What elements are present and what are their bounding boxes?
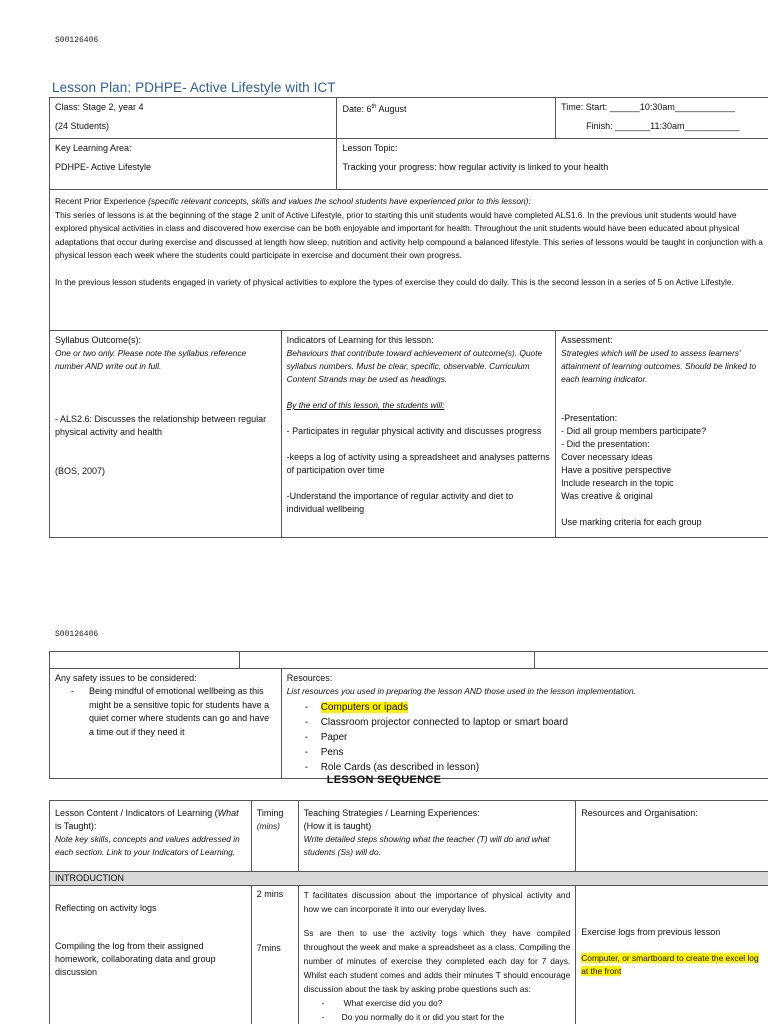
kla-value: PDHPE- Active Lifestyle xyxy=(55,162,152,172)
sequence-header-row xyxy=(50,801,768,872)
introduction-heading: INTRODUCTION xyxy=(50,872,768,886)
resources-list xyxy=(287,700,765,775)
date-value: Date: 6th August xyxy=(342,104,407,114)
timing-cell xyxy=(251,886,298,1024)
timing-2-mins: 2 mins xyxy=(256,889,284,899)
resource-item: - Paper xyxy=(287,730,765,745)
resource-item: - Role Cards (as described in lesson) xyxy=(287,760,765,775)
lesson-plan-table xyxy=(49,97,768,538)
document-id: S00126406 xyxy=(55,36,99,45)
indicator-2: -keeps a log of activity using a spreadsheet and analyses patterns of participation over time xyxy=(286,452,550,475)
resources-label: Resources: xyxy=(286,673,333,683)
blank-cell xyxy=(239,652,535,669)
assessment-cell xyxy=(556,331,768,538)
indicators-label: Indicators of Learning for this lesson: xyxy=(286,335,434,345)
outcome-reference: (BOS, 2007) xyxy=(55,466,106,476)
strategies-header xyxy=(298,801,576,872)
outcomes-cell xyxy=(50,331,282,538)
timing-header-label: Timing xyxy=(256,808,284,818)
assessment-item: Include research in the topic xyxy=(561,478,674,488)
safety-label: Any safety issues to be considered: xyxy=(55,673,197,683)
resources-org-cell xyxy=(576,886,768,1024)
indicator-1: - Participates in regular physical activity and discusses progress xyxy=(286,426,542,436)
assessment-hint: Strategies which will be used to assess learners' attainment of learning outcomes. Should be linked to each learning indicator. xyxy=(561,348,757,384)
strategy-discussion: T facilitates discussion about the importance of physical activity and how we can incorporate it into our everyday lives. xyxy=(303,890,571,914)
resources-hint: List resources you used in preparing the lesson AND those used in the lesson implementation. xyxy=(286,686,637,696)
outcomes-row xyxy=(50,331,768,538)
outcomes-label: Syllabus Outcome(s): xyxy=(55,335,142,345)
lesson-sequence-title: LESSON SEQUENCE xyxy=(326,774,442,786)
resources-cell xyxy=(281,669,768,779)
resource-item: - Computers or ipads xyxy=(287,700,765,715)
class-label: Class: Stage 2, year 4 xyxy=(55,102,144,112)
safety-resources-table xyxy=(49,651,768,779)
outcomes-hint: One or two only. Please note the syllabus reference number AND write out in full. xyxy=(55,348,247,371)
strategies-header-how: (How it is taught) xyxy=(303,821,372,831)
indicator-3: -Understand the importance of regular activity and diet to individual wellbeing xyxy=(286,491,514,514)
introduction-row xyxy=(50,872,768,886)
assessment-label: Assessment: xyxy=(561,335,613,345)
blank-cell xyxy=(535,652,768,669)
resources-org-header xyxy=(576,801,768,872)
safety-item: - Being mindful of emotional wellbeing as this might be a sensitive topic for students have a quiet corner where students can go and have a time out if they need it xyxy=(55,685,276,739)
class-row xyxy=(50,98,768,139)
timing-7-mins: 7mins xyxy=(256,943,281,953)
strategies-header-label: Teaching Strategies / Learning Experiences: xyxy=(303,808,480,818)
blank-cell xyxy=(50,652,240,669)
content-reflecting: Reflecting on activity logs xyxy=(55,903,157,913)
resource-item: - Classroom projector connected to laptop or smart board xyxy=(287,715,765,730)
indicators-lead: By the end of this lesson, the students will: xyxy=(286,400,445,410)
sequence-body-row xyxy=(50,886,768,1024)
safety-row xyxy=(50,669,768,779)
assessment-item: - Did the presentation: xyxy=(561,439,650,449)
content-cell xyxy=(50,886,252,1024)
kla-cell xyxy=(50,139,337,190)
assessment-item: Have a positive perspective xyxy=(561,465,672,475)
date-cell xyxy=(337,98,556,139)
probe-question: - Do you normally do it or did you start for the xyxy=(304,1010,571,1024)
content-header-label: Lesson Content / Indicators of Learning (What is Taught): xyxy=(55,808,239,831)
students-count: (24 Students) xyxy=(55,121,110,131)
assessment-item: Cover necessary ideas xyxy=(561,452,653,462)
indicators-cell xyxy=(281,331,556,538)
kla-label: Key Learning Area: xyxy=(55,143,132,153)
content-compiling: Compiling the log from their assigned homework, collaborating data and group discussion xyxy=(55,941,216,977)
outcome-als2-6: - ALS2.6: Discusses the relationship between regular physical activity and health xyxy=(55,414,267,437)
time-start: Time: Start: ______10:30am____________ xyxy=(561,102,735,112)
prior-experience-cell xyxy=(50,190,768,331)
resource-item: - Pens xyxy=(287,745,765,760)
assessment-item: - Did all group members participate? xyxy=(561,426,707,436)
resource-computer: Computer, or smartboard to create the excel log at the front xyxy=(581,953,759,976)
probe-questions xyxy=(304,996,571,1024)
strategies-cell xyxy=(298,886,576,1024)
time-cell xyxy=(556,98,768,139)
topic-cell xyxy=(337,139,768,190)
kla-row xyxy=(50,139,768,190)
timing-header-hint: (mins) xyxy=(256,821,280,831)
time-finish: Finish: _______11:30am___________ xyxy=(586,121,740,131)
assessment-item: Was creative & original xyxy=(561,491,653,501)
resource-exercise-logs: Exercise logs from previous lesson xyxy=(581,927,721,937)
prior-experience-text: This series of lessons is at the beginning of the stage 2 unit of Active Lifestyle, prior to starting this unit students would have completed ALS1.6. In the previous unit students would have explored physical activities in class and discovered how exercise can be both enjoyable and important for health. Throughout the unit students would have been educated about physical adaptations that occur during exercise and discussed at length how sleep, nutrition and activity help compound a balanced lifestyle. This series of lessons would be taught in conjunction with a physical lesson each week where the students could participate in exercise and document their own progress. xyxy=(55,209,763,260)
assessment-item: -Presentation: xyxy=(561,413,618,423)
class-cell xyxy=(50,98,337,139)
topic-value: Tracking your progress: how regular activity is linked to your health xyxy=(342,162,609,172)
prior-experience-row xyxy=(50,190,768,331)
indicators-hint: Behaviours that contribute toward achievement of outcome(s). Quote syllabus numbers. Must be clear, specific, observable. Curriculum Content Strands may be used as headings. xyxy=(286,348,543,384)
prior-experience-text-2: In the previous lesson students engaged in variety of physical activities to explore the types of exercise they could do daily. This is the second lesson in a series of 5 on Active Lifestyle. xyxy=(55,276,734,287)
prior-experience-heading: Recent Prior Experience (specific relevant concepts, skills and values the school students have experienced prior to this lesson): xyxy=(55,196,531,206)
safety-cell xyxy=(50,669,282,779)
resources-org-header-label: Resources and Organisation: xyxy=(581,808,698,818)
timing-header xyxy=(251,801,298,872)
strategies-header-hint: Write detailed steps showing what the teacher (T) will do and what students (Ss) will do. xyxy=(303,834,550,857)
assessment-item: Use marking criteria for each group xyxy=(561,517,702,527)
document-id-page2: S00126406 xyxy=(55,630,99,639)
probe-question: - What exercise did you do? xyxy=(304,996,571,1010)
blank-row xyxy=(50,652,768,669)
content-header xyxy=(50,801,252,872)
page-title: Lesson Plan: PDHPE- Active Lifestyle with ICT xyxy=(52,80,336,95)
topic-label: Lesson Topic: xyxy=(342,143,398,153)
lesson-sequence-table xyxy=(49,800,768,1024)
content-header-hint: Note key skills, concepts and values addressed in each section. Link to your Indicators of Learning. xyxy=(55,834,240,857)
strategy-spreadsheet: Ss are then to use the activity logs which they have compiled throughout the week and make a spreadsheet as a class. Compiling the number of minutes of exercise they completed each day for 7 days. Whilst each student comes and adds their minutes T should encourage discussion about the task by asking probe questions such as: xyxy=(303,928,571,994)
